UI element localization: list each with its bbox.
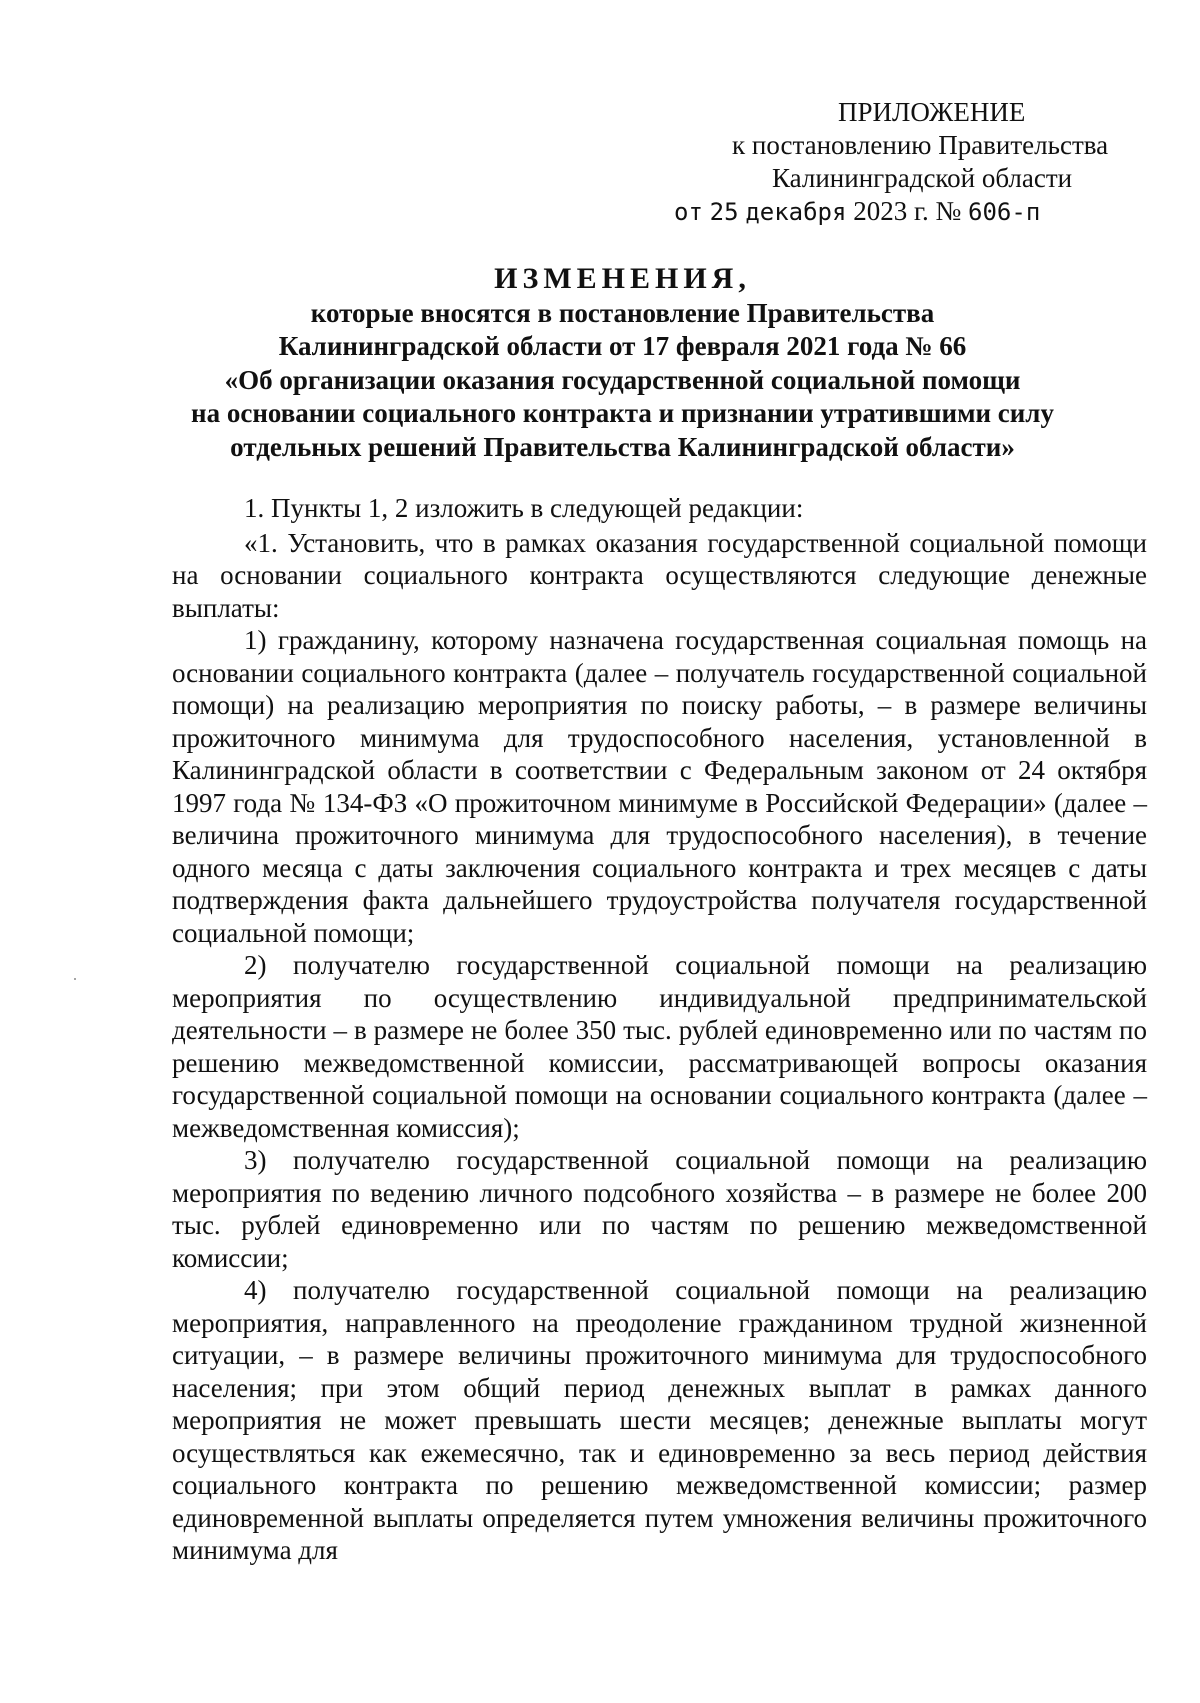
paragraph-2: «1. Установить, что в рамках оказания государственной социальной помощи на основании социального контракта осуществляются следующие денежные выплаты: bbox=[172, 527, 1147, 623]
appendix-title: ПРИЛОЖЕНИЕ bbox=[838, 97, 1026, 127]
date-month: декабря bbox=[745, 198, 847, 226]
heading-line-1: которые вносятся в постановление Правительства bbox=[310, 297, 935, 328]
appendix-line-resolution: к постановлению Правительства bbox=[732, 130, 1109, 160]
paragraph-item-2: 2) получателю государственной социальной помощи на реализацию мероприятия по осуществлению индивидуальной предпринимательской деятельности – в размере не более 350 тыс. рублей единовременно или по частям по решению межведомственной комиссии, рассматривающей вопросы оказания государственной социальной помощи на основании социального контракта (далее – межведомственная комиссия); bbox=[172, 950, 1147, 1143]
paragraph-1: 1. Пункты 1, 2 изложить в следующей редакции: bbox=[244, 493, 804, 523]
heading-line-4: на основании социального контракта и признании утратившими силу bbox=[191, 398, 1054, 428]
document-heading bbox=[160, 262, 1085, 464]
appendix-date-line bbox=[660, 195, 1130, 229]
document-body bbox=[172, 492, 1147, 1567]
heading-title: ИЗМЕНЕНИЯ, bbox=[494, 262, 751, 295]
date-year: 2023 г. № bbox=[853, 196, 962, 226]
paragraph-item-4: 4) получателю государственной социальной помощи на реализацию мероприятия, направленного на преодоление гражданином трудной жизненной ситуации, – в размере величины прожиточного минимума для трудоспособного населения; при этом общий период денежных выплат в рамках данного мероприятия не может превышать шести месяцев; денежные выплаты могут осуществляться как ежемесячно, так и единовременно за весь период действия социального контракта по решению межведомственной комиссии; размер единовременной выплаты определяется путем умножения величины прожиточного минимума для bbox=[172, 1275, 1147, 1565]
paragraph-item-3: 3) получателю государственной социальной помощи на реализацию мероприятия по ведению личного подсобного хозяйства – в размере не более 200 тыс. рублей единовременно или по частям по решению межведомственной комиссии; bbox=[172, 1145, 1147, 1273]
heading-line-3: «Об организации оказания государственной социальной помощи bbox=[224, 364, 1021, 395]
scan-speck bbox=[74, 978, 76, 980]
date-prefix: от bbox=[674, 198, 703, 226]
resolution-number: 606-п bbox=[968, 198, 1041, 226]
heading-line-5: отдельных решений Правительства Калининградской области» bbox=[230, 431, 1015, 462]
appendix-block bbox=[660, 96, 1130, 229]
paragraph-item-1: 1) гражданину, которому назначена государственная социальная помощь на основании социального контракта (далее – получатель государственной социальной помощи) на реализацию мероприятия по поиску работы, – в размере величины прожиточного минимума для трудоспособного населения, установленной в Калининградской области в соответствии с Федеральным законом от 24 октября 1997 года № 134-ФЗ «О прожиточном минимуме в Российской Федерации» (далее – величина прожиточного минимума для трудоспособного населения), в течение одного месяца с даты заключения социального контракта и трех месяцев с даты подтверждения факта дальнейшего трудоустройства получателя государственной социальной помощи; bbox=[172, 625, 1147, 948]
heading-line-2: Калининградской области от 17 февраля 2021 года № 66 bbox=[278, 331, 967, 361]
date-day: 25 bbox=[709, 198, 739, 226]
appendix-line-region: Калининградской области bbox=[772, 163, 1073, 193]
